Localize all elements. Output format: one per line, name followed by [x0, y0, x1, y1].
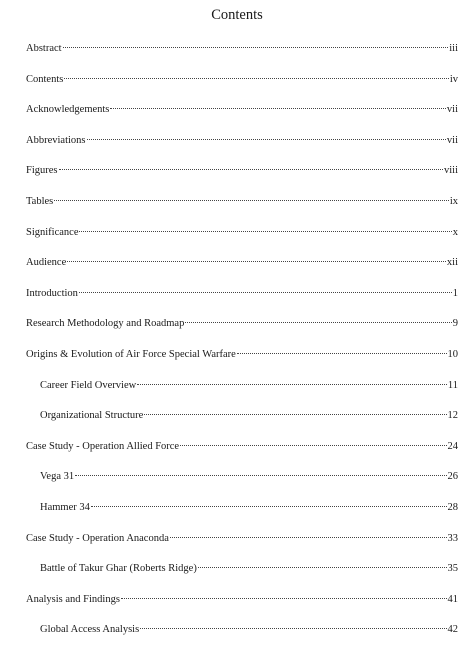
dot-leader — [67, 261, 446, 262]
dot-leader — [140, 628, 446, 629]
toc-entry-label: Organizational Structure — [40, 410, 144, 422]
toc-entry-page-number: 26 — [447, 471, 458, 483]
dot-leader — [59, 169, 443, 170]
dot-leader — [137, 384, 447, 385]
toc-entry-page-number: 9 — [452, 318, 458, 330]
toc-entry[interactable] — [26, 73, 458, 104]
toc-entry-label: Abstract — [26, 43, 62, 54]
toc-entry-page-number: 12 — [447, 410, 458, 422]
toc-entry-label: Career Field Overview — [40, 379, 137, 391]
toc-entry[interactable] — [26, 317, 458, 348]
toc-entry-page-number: iv — [449, 73, 458, 85]
toc-entry[interactable] — [26, 226, 458, 257]
dot-leader — [54, 200, 449, 201]
toc-entry[interactable] — [26, 409, 458, 440]
dot-leader — [79, 231, 451, 232]
toc-entry-label: Origins & Evolution of Air Force Special Warfare — [26, 348, 236, 360]
dot-leader — [87, 139, 446, 140]
dot-leader — [75, 475, 446, 476]
toc-entry-label: Analysis and Findings — [26, 593, 120, 605]
toc-entry-page-number: iii — [449, 43, 458, 54]
toc-entry-label: Abbreviations — [26, 134, 86, 146]
toc-entry[interactable] — [26, 379, 458, 410]
toc-entry-page-number: 33 — [447, 532, 458, 544]
toc-entry[interactable] — [26, 134, 458, 165]
toc-entry-label: Vega 31 — [40, 471, 75, 483]
toc-entry-page-number: 42 — [447, 624, 458, 636]
toc-entry-label: Hammer 34 — [40, 501, 90, 513]
toc-entry-label: Figures — [26, 165, 58, 177]
toc-entry[interactable] — [26, 256, 458, 287]
toc-entry[interactable] — [26, 42, 458, 73]
toc-entry-page-number: vii — [446, 134, 458, 146]
dot-leader — [64, 78, 448, 79]
dot-leader — [121, 598, 447, 599]
toc-entry-label: Audience — [26, 257, 67, 269]
toc-entry[interactable] — [26, 103, 458, 134]
table-of-contents — [26, 42, 458, 654]
toc-entry-page-number: 35 — [447, 563, 458, 575]
dot-leader — [144, 414, 446, 415]
toc-entry-label: Acknowledgements — [26, 104, 110, 116]
toc-entry[interactable] — [26, 623, 458, 654]
page-title: Contents — [211, 7, 263, 23]
dot-leader — [79, 292, 452, 293]
dot-leader — [110, 108, 446, 109]
toc-entry-page-number: 10 — [447, 348, 458, 360]
toc-entry[interactable] — [26, 164, 458, 195]
toc-entry-label: Global Access Analysis — [40, 624, 140, 636]
toc-entry[interactable] — [26, 195, 458, 226]
toc-entry[interactable] — [26, 562, 458, 593]
toc-entry-page-number: viii — [443, 165, 458, 177]
toc-entry-page-number: 24 — [447, 440, 458, 452]
toc-entry-label: Battle of Takur Ghar (Roberts Ridge) — [40, 563, 197, 575]
toc-entry-page-number: xii — [446, 257, 458, 269]
dot-leader — [185, 322, 451, 323]
dot-leader — [170, 537, 447, 538]
toc-entry-page-number: vii — [446, 104, 458, 116]
toc-entry-label: Research Methodology and Roadmap — [26, 318, 185, 330]
toc-entry[interactable] — [26, 532, 458, 563]
toc-entry-label: Case Study - Operation Allied Force — [26, 440, 180, 452]
toc-entry[interactable] — [26, 470, 458, 501]
toc-entry-label: Significance — [26, 226, 79, 238]
toc-entry-page-number: x — [452, 226, 458, 238]
dot-leader — [198, 567, 447, 568]
toc-entry[interactable] — [26, 593, 458, 624]
toc-entry-label: Contents — [26, 73, 64, 85]
toc-entry-page-number: 11 — [447, 379, 458, 391]
dot-leader — [237, 353, 447, 354]
toc-entry-page-number: 1 — [452, 287, 458, 299]
toc-entry[interactable] — [26, 440, 458, 471]
toc-entry-page-number: ix — [449, 195, 458, 207]
toc-entry[interactable] — [26, 501, 458, 532]
toc-entry[interactable] — [26, 287, 458, 318]
toc-entry-label: Introduction — [26, 287, 78, 299]
toc-entry-label: Tables — [26, 195, 54, 207]
dot-leader — [63, 47, 449, 48]
toc-entry-page-number: 41 — [447, 593, 458, 605]
toc-entry-label: Case Study - Operation Anaconda — [26, 532, 169, 544]
dot-leader — [91, 506, 447, 507]
toc-entry[interactable] — [26, 348, 458, 379]
dot-leader — [180, 445, 446, 446]
toc-entry-page-number: 28 — [447, 501, 458, 513]
